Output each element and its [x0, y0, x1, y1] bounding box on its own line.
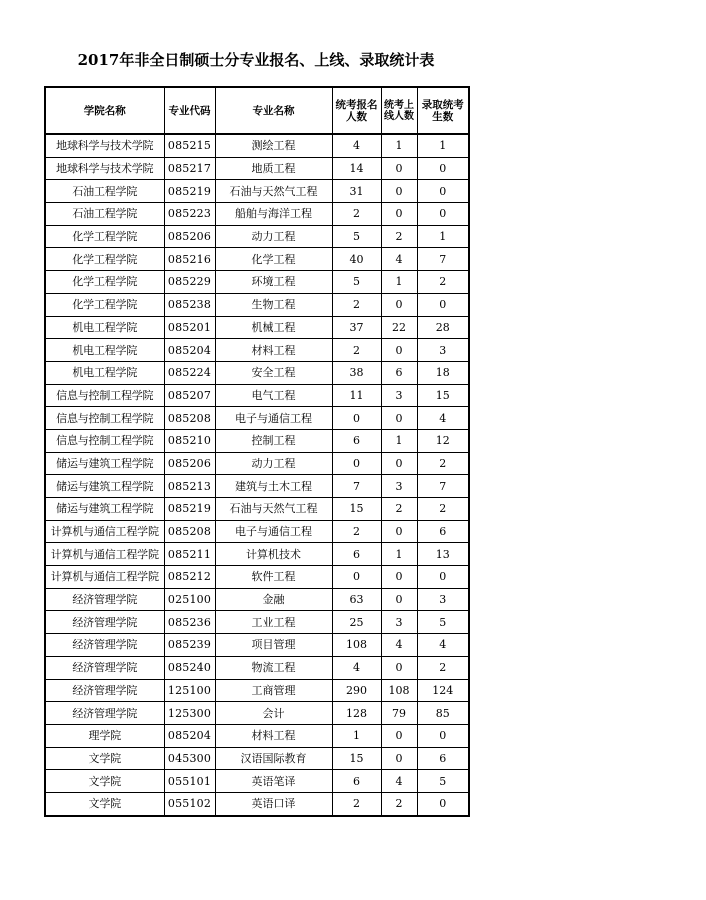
- college-cell: 储运与建筑工程学院: [45, 498, 164, 521]
- college-cell: 文学院: [45, 747, 164, 770]
- admitted-cell: 18: [417, 361, 469, 384]
- table-row: [45, 747, 469, 770]
- major-cell: 汉语国际教育: [215, 747, 332, 770]
- college-cell: 化学工程学院: [45, 293, 164, 316]
- passed-cell: 0: [381, 566, 417, 589]
- college-cell: 信息与控制工程学院: [45, 407, 164, 430]
- admitted-cell: 3: [417, 588, 469, 611]
- college-cell: 经济管理学院: [45, 634, 164, 657]
- passed-cell: 1: [381, 271, 417, 294]
- admitted-cell: 0: [417, 180, 469, 203]
- major-cell: 石油与天然气工程: [215, 498, 332, 521]
- passed-cell: 0: [381, 180, 417, 203]
- college-cell: 信息与控制工程学院: [45, 429, 164, 452]
- college-cell: 储运与建筑工程学院: [45, 475, 164, 498]
- admitted-cell: 3: [417, 339, 469, 362]
- admitted-cell: 0: [417, 724, 469, 747]
- code-cell: 085240: [164, 656, 215, 679]
- admitted-cell: 4: [417, 634, 469, 657]
- major-cell: 动力工程: [215, 225, 332, 248]
- applicants-cell: 14: [332, 157, 381, 180]
- major-cell: 测绘工程: [215, 134, 332, 157]
- college-cell: 化学工程学院: [45, 248, 164, 271]
- major-cell: 电子与通信工程: [215, 407, 332, 430]
- table-row: [45, 724, 469, 747]
- passed-cell: 4: [381, 634, 417, 657]
- passed-cell: 1: [381, 543, 417, 566]
- passed-cell: 0: [381, 747, 417, 770]
- admitted-cell: 2: [417, 498, 469, 521]
- passed-cell: 22: [381, 316, 417, 339]
- code-cell: 125300: [164, 702, 215, 725]
- college-cell: 储运与建筑工程学院: [45, 452, 164, 475]
- admitted-cell: 7: [417, 248, 469, 271]
- major-cell: 动力工程: [215, 452, 332, 475]
- code-cell: 085219: [164, 180, 215, 203]
- major-cell: 电气工程: [215, 384, 332, 407]
- major-cell: 船舶与海洋工程: [215, 203, 332, 226]
- table-row: [45, 566, 469, 589]
- code-cell: 085204: [164, 724, 215, 747]
- code-cell: 085208: [164, 520, 215, 543]
- college-cell: 经济管理学院: [45, 656, 164, 679]
- college-cell: 经济管理学院: [45, 588, 164, 611]
- major-cell: 项目管理: [215, 634, 332, 657]
- admitted-cell: 0: [417, 293, 469, 316]
- table-row: [45, 157, 469, 180]
- table-row: [45, 271, 469, 294]
- applicants-cell: 6: [332, 543, 381, 566]
- college-cell: 石油工程学院: [45, 203, 164, 226]
- applicants-cell: 2: [332, 293, 381, 316]
- passed-cell: 2: [381, 498, 417, 521]
- applicants-cell: 38: [332, 361, 381, 384]
- table-row: [45, 429, 469, 452]
- applicants-cell: 63: [332, 588, 381, 611]
- table-row: [45, 293, 469, 316]
- passed-cell: 0: [381, 157, 417, 180]
- college-cell: 计算机与通信工程学院: [45, 543, 164, 566]
- code-cell: 025100: [164, 588, 215, 611]
- table-row: [45, 384, 469, 407]
- admitted-cell: 4: [417, 407, 469, 430]
- header-college: 学院名称: [45, 87, 164, 134]
- statistics-table: [44, 86, 470, 817]
- admitted-cell: 15: [417, 384, 469, 407]
- page-title: 2017年非全日制硕士分专业报名、上线、录取统计表: [77, 51, 435, 69]
- applicants-cell: 40: [332, 248, 381, 271]
- code-cell: 085238: [164, 293, 215, 316]
- table-row: [45, 203, 469, 226]
- applicants-cell: 2: [332, 792, 381, 815]
- passed-cell: 0: [381, 588, 417, 611]
- major-cell: 电子与通信工程: [215, 520, 332, 543]
- code-cell: 085201: [164, 316, 215, 339]
- admitted-cell: 5: [417, 770, 469, 793]
- applicants-cell: 1: [332, 724, 381, 747]
- passed-cell: 4: [381, 770, 417, 793]
- college-cell: 经济管理学院: [45, 679, 164, 702]
- major-cell: 计算机技术: [215, 543, 332, 566]
- passed-cell: 0: [381, 339, 417, 362]
- table-row: [45, 679, 469, 702]
- major-cell: 机械工程: [215, 316, 332, 339]
- applicants-cell: 290: [332, 679, 381, 702]
- table-row: [45, 248, 469, 271]
- code-cell: 085204: [164, 339, 215, 362]
- code-cell: 055102: [164, 792, 215, 815]
- code-cell: 085207: [164, 384, 215, 407]
- passed-cell: 0: [381, 293, 417, 316]
- code-cell: 085206: [164, 452, 215, 475]
- applicants-cell: 0: [332, 566, 381, 589]
- major-cell: 金融: [215, 588, 332, 611]
- table-row: [45, 770, 469, 793]
- passed-cell: 0: [381, 724, 417, 747]
- college-cell: 化学工程学院: [45, 225, 164, 248]
- applicants-cell: 2: [332, 520, 381, 543]
- table-row: [45, 498, 469, 521]
- applicants-cell: 11: [332, 384, 381, 407]
- code-cell: 085219: [164, 498, 215, 521]
- code-cell: 085211: [164, 543, 215, 566]
- table-row: [45, 475, 469, 498]
- code-cell: 085229: [164, 271, 215, 294]
- applicants-cell: 2: [332, 339, 381, 362]
- passed-cell: 0: [381, 452, 417, 475]
- admitted-cell: 0: [417, 157, 469, 180]
- passed-cell: 0: [381, 520, 417, 543]
- applicants-cell: 0: [332, 452, 381, 475]
- major-cell: 英语口译: [215, 792, 332, 815]
- applicants-cell: 6: [332, 429, 381, 452]
- passed-cell: 1: [381, 429, 417, 452]
- college-cell: 理学院: [45, 724, 164, 747]
- applicants-cell: 15: [332, 747, 381, 770]
- passed-cell: 6: [381, 361, 417, 384]
- major-cell: 建筑与土木工程: [215, 475, 332, 498]
- header-applicants: 统考报名人数: [332, 87, 381, 134]
- code-cell: 085210: [164, 429, 215, 452]
- code-cell: 055101: [164, 770, 215, 793]
- code-cell: 085213: [164, 475, 215, 498]
- applicants-cell: 6: [332, 770, 381, 793]
- passed-cell: 4: [381, 248, 417, 271]
- major-cell: 化学工程: [215, 248, 332, 271]
- admitted-cell: 2: [417, 271, 469, 294]
- header-admitted: 录取统考生数: [417, 87, 469, 134]
- code-cell: 085212: [164, 566, 215, 589]
- table-row: [45, 134, 469, 157]
- passed-cell: 3: [381, 611, 417, 634]
- code-cell: 085206: [164, 225, 215, 248]
- admitted-cell: 6: [417, 747, 469, 770]
- applicants-cell: 5: [332, 271, 381, 294]
- passed-cell: 0: [381, 203, 417, 226]
- major-cell: 软件工程: [215, 566, 332, 589]
- admitted-cell: 124: [417, 679, 469, 702]
- college-cell: 地球科学与技术学院: [45, 134, 164, 157]
- applicants-cell: 0: [332, 407, 381, 430]
- passed-cell: 79: [381, 702, 417, 725]
- applicants-cell: 5: [332, 225, 381, 248]
- passed-cell: 0: [381, 407, 417, 430]
- code-cell: 045300: [164, 747, 215, 770]
- applicants-cell: 4: [332, 656, 381, 679]
- college-cell: 计算机与通信工程学院: [45, 520, 164, 543]
- admitted-cell: 0: [417, 566, 469, 589]
- college-cell: 机电工程学院: [45, 339, 164, 362]
- major-cell: 安全工程: [215, 361, 332, 384]
- header-major: 专业名称: [215, 87, 332, 134]
- admitted-cell: 12: [417, 429, 469, 452]
- code-cell: 085215: [164, 134, 215, 157]
- major-cell: 地质工程: [215, 157, 332, 180]
- passed-cell: 2: [381, 225, 417, 248]
- college-cell: 经济管理学院: [45, 611, 164, 634]
- major-cell: 环境工程: [215, 271, 332, 294]
- major-cell: 生物工程: [215, 293, 332, 316]
- applicants-cell: 128: [332, 702, 381, 725]
- admitted-cell: 0: [417, 792, 469, 815]
- table-row: [45, 520, 469, 543]
- passed-cell: 3: [381, 384, 417, 407]
- applicants-cell: 15: [332, 498, 381, 521]
- table-row: [45, 316, 469, 339]
- college-cell: 化学工程学院: [45, 271, 164, 294]
- college-cell: 经济管理学院: [45, 702, 164, 725]
- applicants-cell: 31: [332, 180, 381, 203]
- code-cell: 125100: [164, 679, 215, 702]
- college-cell: 信息与控制工程学院: [45, 384, 164, 407]
- table-row: [45, 588, 469, 611]
- major-cell: 物流工程: [215, 656, 332, 679]
- table-row: [45, 225, 469, 248]
- college-cell: 文学院: [45, 770, 164, 793]
- major-cell: 会计: [215, 702, 332, 725]
- admitted-cell: 5: [417, 611, 469, 634]
- header-code: 专业代码: [164, 87, 215, 134]
- major-cell: 工商管理: [215, 679, 332, 702]
- table-row: [45, 634, 469, 657]
- major-cell: 材料工程: [215, 339, 332, 362]
- applicants-cell: 2: [332, 203, 381, 226]
- code-cell: 085216: [164, 248, 215, 271]
- table-row: [45, 611, 469, 634]
- table-row: [45, 339, 469, 362]
- code-cell: 085224: [164, 361, 215, 384]
- table-row: [45, 702, 469, 725]
- code-cell: 085239: [164, 634, 215, 657]
- table-row: [45, 361, 469, 384]
- applicants-cell: 108: [332, 634, 381, 657]
- college-cell: 机电工程学院: [45, 316, 164, 339]
- table-row: [45, 543, 469, 566]
- college-cell: 机电工程学院: [45, 361, 164, 384]
- major-cell: 石油与天然气工程: [215, 180, 332, 203]
- admitted-cell: 1: [417, 225, 469, 248]
- admitted-cell: 13: [417, 543, 469, 566]
- passed-cell: 108: [381, 679, 417, 702]
- admitted-cell: 7: [417, 475, 469, 498]
- table-row: [45, 656, 469, 679]
- table-body: [45, 134, 469, 816]
- applicants-cell: 4: [332, 134, 381, 157]
- code-cell: 085217: [164, 157, 215, 180]
- admitted-cell: 85: [417, 702, 469, 725]
- admitted-cell: 0: [417, 203, 469, 226]
- major-cell: 英语笔译: [215, 770, 332, 793]
- table-row: [45, 452, 469, 475]
- table-row: [45, 407, 469, 430]
- college-cell: 文学院: [45, 792, 164, 815]
- passed-cell: 3: [381, 475, 417, 498]
- applicants-cell: 25: [332, 611, 381, 634]
- admitted-cell: 2: [417, 656, 469, 679]
- passed-cell: 1: [381, 134, 417, 157]
- code-cell: 085208: [164, 407, 215, 430]
- code-cell: 085236: [164, 611, 215, 634]
- header-passed: 统考上线人数: [381, 87, 417, 134]
- table-row: [45, 792, 469, 815]
- passed-cell: 0: [381, 656, 417, 679]
- code-cell: 085223: [164, 203, 215, 226]
- applicants-cell: 7: [332, 475, 381, 498]
- admitted-cell: 28: [417, 316, 469, 339]
- college-cell: 地球科学与技术学院: [45, 157, 164, 180]
- major-cell: 控制工程: [215, 429, 332, 452]
- table-row: [45, 180, 469, 203]
- applicants-cell: 37: [332, 316, 381, 339]
- table-header-row: [45, 87, 469, 134]
- college-cell: 石油工程学院: [45, 180, 164, 203]
- major-cell: 工业工程: [215, 611, 332, 634]
- major-cell: 材料工程: [215, 724, 332, 747]
- admitted-cell: 1: [417, 134, 469, 157]
- passed-cell: 2: [381, 792, 417, 815]
- admitted-cell: 2: [417, 452, 469, 475]
- college-cell: 计算机与通信工程学院: [45, 566, 164, 589]
- admitted-cell: 6: [417, 520, 469, 543]
